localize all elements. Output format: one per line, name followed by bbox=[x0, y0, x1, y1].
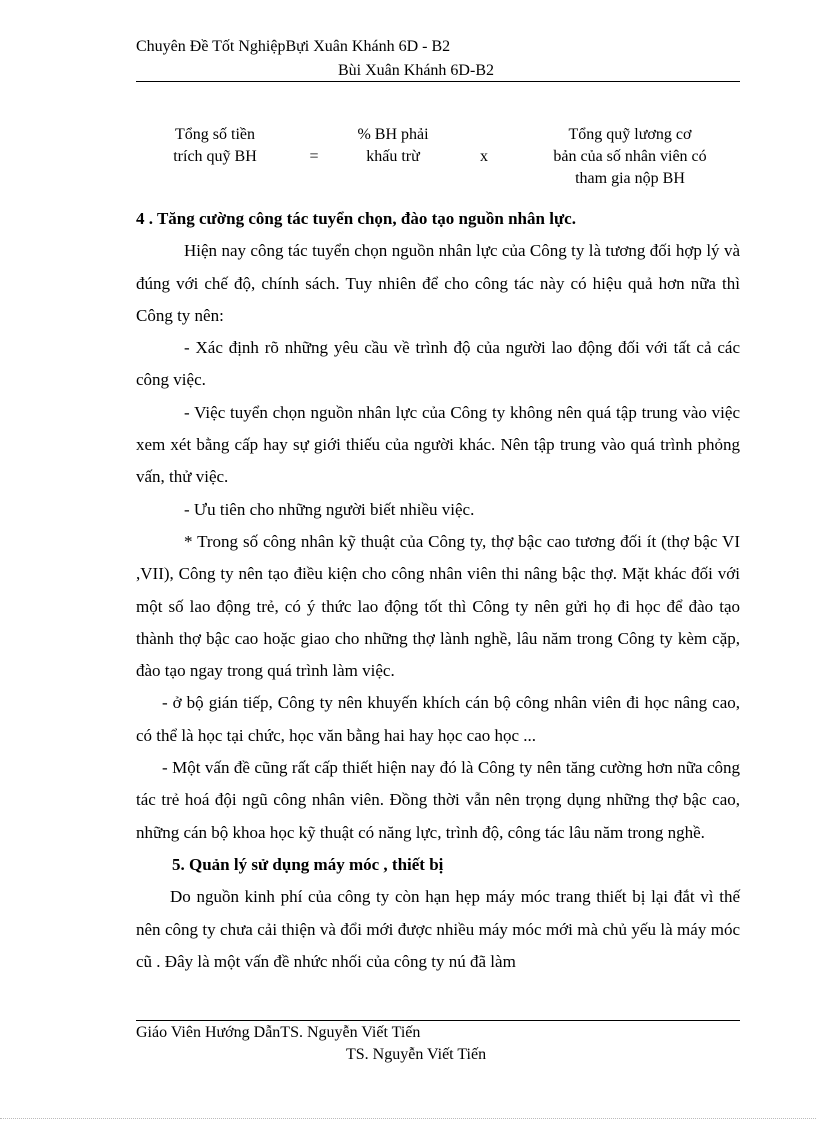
section-heading-5: 5. Quản lý sử dụng máy móc , thiết bị bbox=[172, 854, 444, 874]
paragraph-6: - ở bộ gián tiếp, Công ty nên khuyến khích cán bộ công nhân viên đi học nâng cao, có thể là học tại chức, học văn bằng hai hay học cao học ... bbox=[136, 693, 740, 745]
document-body bbox=[136, 203, 740, 978]
header-line-2: Bùi Xuân Khánh 6D-B2 bbox=[338, 62, 494, 79]
formula-times: x bbox=[480, 148, 488, 165]
section-heading-4: 4 . Tăng cường công tác tuyển chọn, đào tạo nguồn nhân lực. bbox=[136, 209, 576, 228]
paragraph-7: - Một vấn đề cũng rất cấp thiết hiện nay đó là Công ty nên tăng cường hơn nữa công tác trẻ hoá đội ngũ công nhân viên. Đồng thời vẫn nên trọng dụng những thợ bậc cao, những cán bộ khoa học kỹ thuật có năng lực, trình độ, công tác lâu năm trong nghề. bbox=[136, 758, 740, 842]
formula-percent-line-1: % BH phải bbox=[357, 126, 429, 143]
formula-percent bbox=[338, 124, 448, 168]
footer-line-1: Giáo Viên Hướng DẫnTS. Nguyễn Viết Tiến bbox=[136, 1024, 421, 1041]
footer-rule bbox=[136, 1020, 740, 1021]
formula-lhs bbox=[160, 124, 270, 168]
header-rule bbox=[136, 81, 740, 82]
formula-rhs-line-3: tham gia nộp BH bbox=[575, 170, 685, 187]
formula-rhs bbox=[530, 124, 730, 190]
footer-line-2: TS. Nguyễn Viết Tiến bbox=[346, 1046, 487, 1063]
paragraph-4: - Ưu tiên cho những người biết nhiều việc. bbox=[184, 499, 475, 519]
paragraph-2: - Xác định rõ những yêu cầu về trình độ của người lao động đối với tất cả các công việc. bbox=[136, 338, 740, 390]
formula-lhs-line-1: Tổng số tiền bbox=[175, 126, 255, 143]
formula-lhs-line-2: trích quỹ BH bbox=[173, 148, 257, 165]
paragraph-3: - Việc tuyển chọn nguồn nhân lực của Công ty không nên quá tập trung vào việc xem xét bằng cấp hay sự giới thiếu của người khác. Nên tập trung vào quá trình phỏng vấn, thử việc. bbox=[136, 402, 740, 487]
formula-equals: = bbox=[309, 148, 319, 165]
header-line-1: Chuyên Đề Tốt NghiệpBựi Xuân Khánh 6D - B2 bbox=[136, 38, 451, 55]
formula-rhs-line-2: bản của số nhân viên có bbox=[553, 148, 707, 165]
paragraph-8: Do nguồn kinh phí của công ty còn hạn hẹp máy móc trang thiết bị lại đắt vì thế nên công ty chưa cải thiện và đổi mới được nhiều máy móc mới mà chủ yếu là máy móc cũ . Đây là một vấn đề nhức nhối của công ty nú đã làm bbox=[136, 887, 740, 971]
paragraph-5: * Trong số công nhân kỹ thuật của Công ty, thợ bậc cao tương đối ít (thợ bậc VI ,VII), Công ty nên tạo điều kiện cho công nhân viên thi nâng bậc thợ. Mặt khác đối với một số lao động trẻ, có ý thức lao động tốt thì Công ty nên gửi họ đi học để đào tạo thành thợ bậc cao hoặc giao cho những thợ lành nghề, lâu năm trong Công ty kèm cặp, đào tạo ngay trong quá trình làm việc. bbox=[136, 531, 740, 681]
formula-percent-line-2: khấu trừ bbox=[366, 148, 420, 165]
paragraph-1: Hiện nay công tác tuyển chọn nguồn nhân lực của Công ty là tương đối hợp lý và đúng với chế độ, chính sách. Tuy nhiên để cho công tác này có hiệu quả hơn nữa thì Công ty nên: bbox=[136, 241, 740, 325]
formula-rhs-line-1: Tổng quỹ lương cơ bbox=[568, 126, 692, 143]
page-bottom-dotted-border bbox=[0, 1118, 816, 1119]
